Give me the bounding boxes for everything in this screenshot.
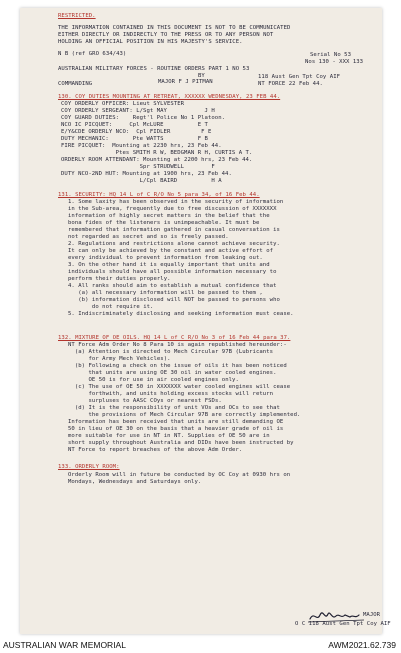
- signature-rank: MAJOR: [363, 612, 381, 618]
- order-132-line: NT Force Adm Order No 8 Para 10 is again republished hereunder:-: [68, 342, 287, 348]
- order-131-line: do not require it.: [68, 304, 154, 310]
- order-131-line: remembered that information gathered in casual conversation is: [68, 227, 280, 233]
- restricted-label: RESTRICTED.: [58, 13, 96, 19]
- order-132-line: NT Force to report breaches of the above Adm Order.: [68, 447, 243, 453]
- footer-accession-number: AWM2021.62.739: [328, 640, 396, 650]
- order-130-line: COY GUARD DUTIES: Regt'l Police No 1 Platoon.: [61, 115, 226, 121]
- order-130-line: DUTY NCO-2ND HUT: Mounting at 1900 hrs, 23 Feb 44.: [61, 171, 232, 177]
- order-131-line: 1. Some laxity has been observed in the security of information: [68, 199, 284, 205]
- order-130-line: NCO IC PICQUET: Cpl McLURE E T: [61, 122, 208, 128]
- order-130-line: COY ORDERLY SERGEANT: L/Sgt MAY J H: [61, 108, 215, 114]
- order-131-line: It can only be achieved by the constant and active effort of: [68, 248, 274, 254]
- order-132-line: forthwith, and units holding excess stocks will return: [68, 391, 274, 397]
- intro-line: EITHER DIRECTLY OR INDIRECTLY TO THE PRESS OR TO ANY PERSON NOT: [58, 32, 274, 38]
- order-130-line: L/Cpl BAIRD H A: [61, 178, 222, 184]
- order-132-line: (c) The use of OE 50 in XXXXXXX water cooled engines will cease: [68, 384, 291, 390]
- order-133-heading: 133. ORDERLY ROOM:: [58, 464, 120, 470]
- unit-name: 118 Aust Gen Tpt Coy AIF: [258, 74, 341, 80]
- order-132-heading: 132. MIXTURE OF OE OILS. HQ 14 L of C R/O No 3 of 16 Feb 44 para 37.: [58, 335, 291, 341]
- order-131-line: bona fides of the listeners is unimpeachable. It must be: [68, 220, 260, 226]
- order-132-line: more suitable for use in NT in NT. Supplies of OE 50 are in: [68, 433, 270, 439]
- signature-unit: O C 118 Aust Gen Tpt Coy AIF: [295, 621, 391, 627]
- order-131-line: not regarded as secret and so is freely passed.: [68, 234, 229, 240]
- order-132-line: surpluses to AASC COys or nearest FSDs.: [68, 398, 222, 404]
- order-132-line: for Army Mech Vehicles).: [68, 356, 171, 362]
- order-132-line: that units are using OE 30 oil in water cooled engines.: [68, 370, 277, 376]
- order-132-line: Information has been received that units are still demanding OE: [68, 419, 284, 425]
- unit-title: AUSTRALIAN MILITARY FORCES - ROUTINE ORDERS PART 1 NO 53: [58, 66, 250, 72]
- serial-number: Serial No 53: [310, 52, 352, 58]
- order-131-line: in the Sub-area, frequently due to free discussion of XXXXXXX: [68, 206, 277, 212]
- order-131-line: perform their duties properly.: [68, 276, 171, 282]
- order-131-line: (a) all necessary information will be passed to them ,: [68, 290, 263, 296]
- order-132-line: short supply throughout Australia and DIDs have been instructed by: [68, 440, 294, 446]
- commander-name: MAJOR F J PITMAN: [158, 79, 213, 85]
- order-131-line: 2. Regulations and restrictions alone cannot achieve security.: [68, 241, 280, 247]
- footer-archive-name: AUSTRALIAN WAR MEMORIAL: [3, 640, 126, 650]
- order-131-line: 5. Indiscriminately disclosing and seeking information must cease.: [68, 311, 294, 317]
- order-132-line: (a) Attention is directed to Mech Circular 97B (Lubricants: [68, 349, 274, 355]
- document-page: [20, 8, 391, 634]
- order-132-line: the provisions of Mech Circular 97B are correctly implemented.: [68, 412, 301, 418]
- order-131-heading: 131. SECURITY: HQ 14 L of C R/O No 5 para 34, of 16 Feb 44.: [58, 192, 260, 198]
- order-133-line: Orderly Room will in future be conducted by OC Coy at 0930 hrs on: [68, 472, 291, 478]
- order-131-line: individuals should have all possible information necessary to: [68, 269, 277, 275]
- order-132-line: (b) Following a check on the issue of oils it has been noticed: [68, 363, 287, 369]
- order-130-heading: 130. COY DUTIES MOUNTING AT RETREAT, XXXXXX WEDNESDAY, 23 FEB 44.: [58, 94, 281, 100]
- order-131-line: information of highly secret matters in the belief that the: [68, 213, 270, 219]
- order-131-line: (b) information disclosed will NOT be passed to persons who: [68, 297, 280, 303]
- order-132-line: 50 in lieu of OE 30 on the basis that a heavier grade of oil is: [68, 426, 284, 432]
- reference-line: N B (ref GRO 634/43): [58, 51, 127, 57]
- order-numbers: Nos 130 - XXX 133: [305, 59, 364, 65]
- order-130-line: COY ORDERLY OFFICER: Lieut SYLVESTER: [61, 101, 185, 107]
- order-130-line: FIRE PICQUET: Mounting at 2230 hrs, 23 Feb 44.: [61, 143, 222, 149]
- order-130-line: Spr STRUDWELL F: [61, 164, 215, 170]
- order-131-line: every individual to prevent information from leaking out.: [68, 255, 263, 261]
- order-130-line: E/Y&CDE ORDERLY NCO: Cpl FIDLER F E: [61, 129, 212, 135]
- order-130-line: ORDERLY ROOM ATTENDANT: Mounting at 2200 hrs, 23 Feb 44.: [61, 157, 253, 163]
- order-133-line: Mondays, Wednesdays and Saturdays only.: [68, 479, 202, 485]
- intro-line: THE INFORMATION CONTAINED IN THIS DOCUMENT IS NOT TO BE COMMUNICATED: [58, 25, 291, 31]
- order-132-line: (d) It is the responsibility of unit VOs and OCs to see that: [68, 405, 280, 411]
- commanding-label: COMMANDING: [58, 81, 93, 87]
- order-130-line: Ptes SMITH R W, BEDGMAN R H, CURTIS A T.: [61, 150, 253, 156]
- order-130-line: DUTY MECHANIC: Pte WATTS F B: [61, 136, 208, 142]
- intro-line: HOLDING AN OFFICIAL POSITION IN HIS MAJESTY'S SERVICE.: [58, 39, 243, 45]
- order-132-line: OE 50 is for use in air cooled engines only.: [68, 377, 239, 383]
- order-131-line: 4. All ranks should aim to establish a mutual confidence that: [68, 283, 277, 289]
- issue-date: NT FORCE 22 Feb 44.: [258, 81, 323, 87]
- order-131-line: 3. On the other hand it is equally important that units and: [68, 262, 270, 268]
- by-line: BY: [198, 73, 205, 79]
